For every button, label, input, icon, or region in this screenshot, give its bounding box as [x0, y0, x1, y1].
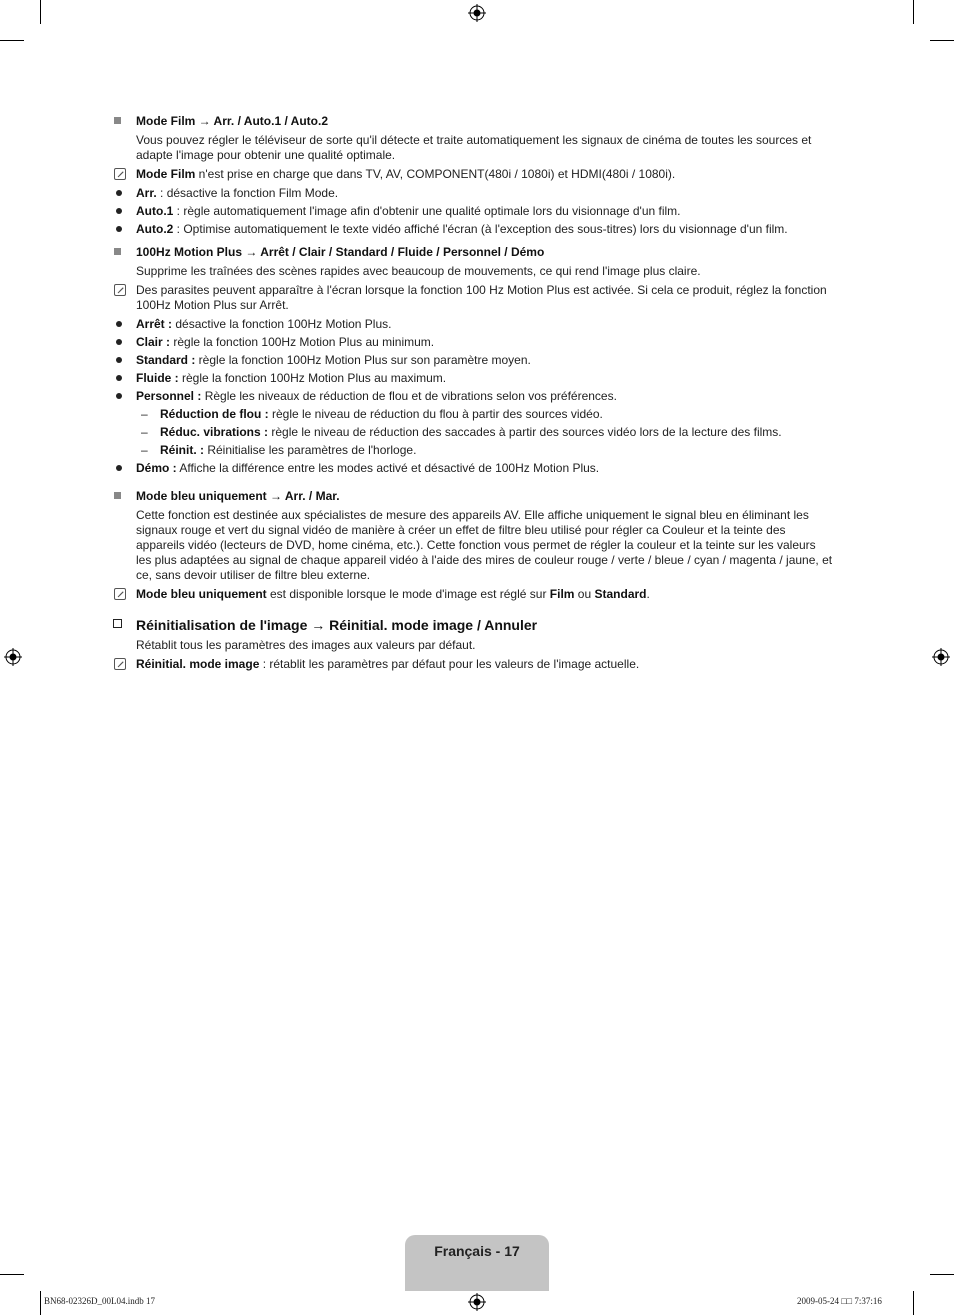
list-item [112, 186, 834, 201]
list-item [112, 389, 834, 458]
item-text: Réinitialise les paramètres de l'horloge. [204, 443, 417, 457]
bullet-icon [116, 190, 122, 196]
note-icon [114, 168, 126, 180]
registration-mark-icon [4, 648, 22, 666]
bullet-icon [116, 226, 122, 232]
page-number-tab [405, 1235, 549, 1291]
bullet-icon [116, 321, 122, 327]
item-text: désactive la fonction 100Hz Motion Plus. [172, 317, 392, 331]
checkbox-square-icon [113, 619, 122, 628]
square-bullet-icon [114, 248, 121, 255]
note-bold: Standard [594, 587, 647, 601]
note-text: est disponible lorsque le mode d'image est réglé sur [266, 587, 550, 601]
note-text: ou [574, 587, 595, 601]
section-mode-bleu [112, 489, 834, 602]
item-text: Règle les niveaux de réduction de flou et de vibrations selon vos préférences. [201, 389, 617, 403]
note-text: : rétablit les paramètres par défaut pour les valeurs de l'image actuelle. [259, 657, 640, 671]
sub-item [136, 443, 834, 458]
bullet-icon [116, 465, 122, 471]
sub-item [136, 425, 834, 440]
note-bold: Film [549, 587, 575, 601]
note-text: . [646, 587, 650, 601]
square-bullet-icon [114, 492, 121, 499]
bullet-list [112, 186, 834, 237]
note-bold: Réinitial. mode image [136, 657, 260, 671]
item-bold: Fluide : [136, 371, 179, 385]
item-text: règle le niveau de réduction du flou à partir des sources vidéo. [268, 407, 603, 421]
crop-mark [40, 1291, 41, 1315]
item-bold: Auto.1 [136, 204, 174, 218]
item-bold: Réinit. : [160, 443, 204, 457]
registration-mark-icon [468, 1293, 486, 1311]
note-text: Des parasites peuvent apparaître à l'écran lorsque la fonction 100 Hz Motion Plus est activée. Si cela ce produit, réglez la fonction 100Hz Motion Plus sur Arrêt. [136, 283, 827, 312]
page-label: Français - 17 [434, 1243, 520, 1259]
bullet-icon [116, 375, 122, 381]
reset-heading: Réinitialisation de l'image → Réinitial. mode image / Annuler [136, 617, 538, 633]
section-mode-film [112, 114, 834, 237]
section-heading: Mode Film → Arr. / Auto.1 / Auto.2 [136, 114, 329, 128]
item-text: règle la fonction 100Hz Motion Plus au maximum. [178, 371, 447, 385]
note-icon [114, 284, 126, 296]
note-text: n'est prise en charge que dans TV, AV, COMPONENT(480i / 1080i) et HDMI(480i / 1080i). [195, 167, 676, 181]
item-bold: Arr. [136, 186, 157, 200]
registration-mark-icon [468, 4, 486, 22]
list-item [112, 461, 834, 476]
registration-mark-icon [932, 648, 950, 666]
item-bold: Standard : [136, 353, 196, 367]
list-item [112, 317, 834, 332]
note-bold: Mode Film [136, 167, 196, 181]
note [112, 167, 834, 182]
print-date-info: 2009-05-24 □□ 7:37:16 [797, 1296, 882, 1306]
bullet-icon [116, 357, 122, 363]
crop-mark [913, 0, 914, 24]
square-bullet-icon [114, 117, 121, 124]
bullet-icon [116, 208, 122, 214]
manual-content [112, 114, 834, 676]
sub-item [136, 407, 834, 422]
section-heading: 100Hz Motion Plus → Arrêt / Clair / Standard / Fluide / Personnel / Démo [136, 245, 545, 259]
dash-marker: – [141, 425, 148, 439]
note-bold: Mode bleu uniquement [136, 587, 267, 601]
list-item [112, 353, 834, 368]
section-100hz-motion-plus [112, 245, 834, 476]
sub-list [136, 407, 834, 458]
crop-mark [930, 40, 954, 41]
item-text: règle la fonction 100Hz Motion Plus au minimum. [170, 335, 435, 349]
note [112, 283, 834, 313]
list-item [112, 371, 834, 386]
section-text: Cette fonction est destinée aux spécialistes de mesure des appareils AV. Elle affiche uniquement le signal bleu en éliminant les signaux rouge et vert du signal vidéo de manière à créer un effet de filtre bleu utilisé pour régler ca Couleur et la teinte des appareils vidéo (lecteurs de DVD, home cinéma, etc.). Cette fonction vous permet de régler la couleur et la teinte sur les valeurs les plus adaptées au signal de chaque appareil vidéo à l'aide des mires de couleur rouge / verte / bleue / cyan / magenta / jaune, et ce, sans devoir utiliser de filtre bleu externe. [136, 508, 833, 582]
note [112, 657, 834, 672]
dash-marker: – [141, 407, 148, 421]
item-bold: Réduction de flou : [160, 407, 269, 421]
note [112, 587, 834, 602]
item-text: : Optimise automatiquement le texte vidéo affiché l'écran (à l'exception des sous-titres) lors du visionnage d'un film. [173, 222, 788, 236]
item-bold: Réduc. vibrations : [160, 425, 269, 439]
item-text: : règle automatiquement l'image afin d'obtenir une qualité optimale lors du visionnage d'un film. [173, 204, 681, 218]
section-heading: Mode bleu uniquement → Arr. / Mar. [136, 489, 340, 503]
section-text: Supprime les traînées des scènes rapides avec beaucoup de mouvements, ce qui rend l'image plus claire. [136, 264, 701, 278]
section-reset-image [112, 616, 834, 672]
print-file-info: BN68-02326D_00L04.indb 17 [44, 1296, 155, 1306]
crop-mark [40, 0, 41, 24]
item-bold: Arrêt : [136, 317, 173, 331]
crop-mark [930, 1274, 954, 1275]
reset-text: Rétablit tous les paramètres des images aux valeurs par défaut. [136, 638, 476, 652]
crop-mark [0, 40, 24, 41]
crop-mark [0, 1274, 24, 1275]
item-text: : désactive la fonction Film Mode. [156, 186, 339, 200]
item-bold: Démo : [136, 461, 177, 475]
item-text: règle la fonction 100Hz Motion Plus sur son paramètre moyen. [195, 353, 531, 367]
list-item [112, 335, 834, 350]
item-text: Affiche la différence entre les modes activé et désactivé de 100Hz Motion Plus. [176, 461, 600, 475]
bullet-list [112, 317, 834, 476]
item-bold: Clair : [136, 335, 171, 349]
crop-mark [913, 1291, 914, 1315]
bullet-icon [116, 393, 122, 399]
dash-marker: – [141, 443, 148, 457]
bullet-icon [116, 339, 122, 345]
list-item [112, 204, 834, 219]
note-icon [114, 658, 126, 670]
item-bold: Personnel : [136, 389, 202, 403]
section-text: Vous pouvez régler le téléviseur de sorte qu'il détecte et traite automatiquement les signaux de cinéma de toutes les sources et adapte l'image pour obtenir une qualité optimale. [136, 133, 812, 162]
item-bold: Auto.2 [136, 222, 174, 236]
list-item [112, 222, 834, 237]
item-text: règle le niveau de réduction des saccades à partir des sources vidéo lors de la lecture des films. [268, 425, 782, 439]
note-icon [114, 588, 126, 600]
